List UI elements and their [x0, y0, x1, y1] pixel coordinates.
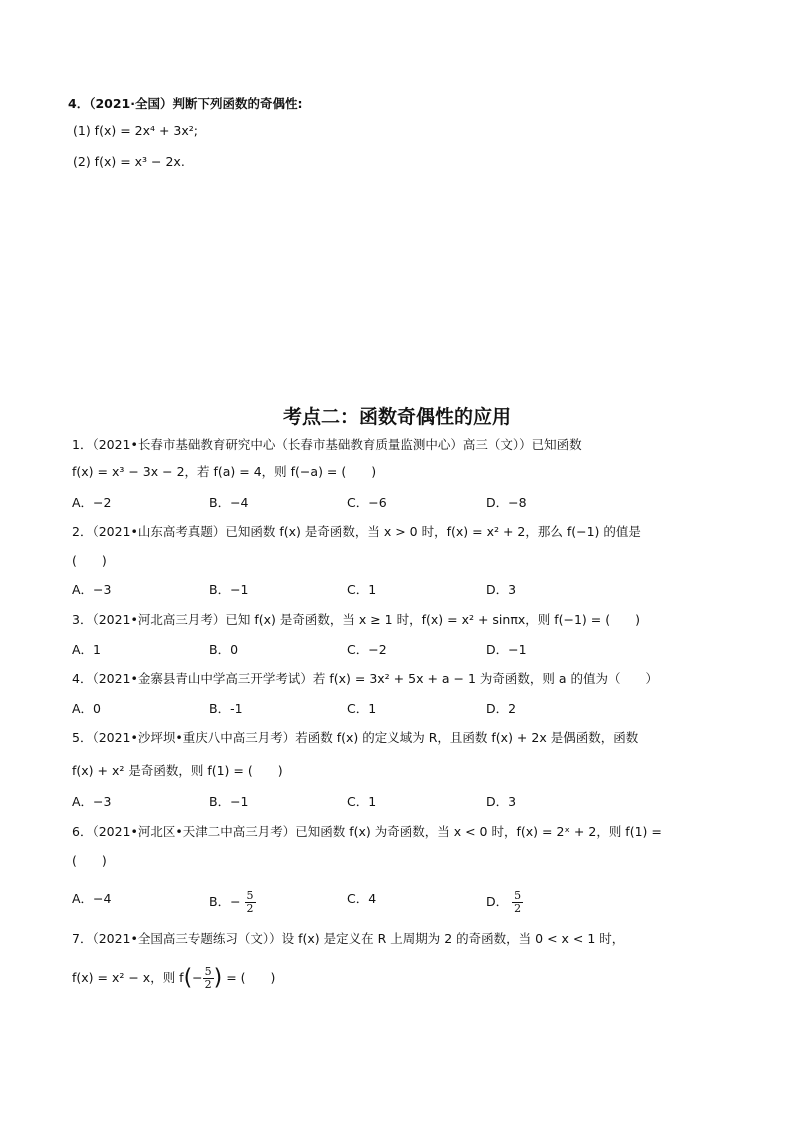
q4-line1: 4．（2021•金寨县青山中学高三开学考试）若 f(x) = 3x² + 5x + a − 1 为奇函数，则 a 的值为（ ） [72, 671, 658, 686]
q7-paren-open: ( [183, 965, 193, 991]
fraction-denominator: 2 [204, 978, 212, 991]
q1-line2: f(x) = x³ − 3x − 2，若 f(a) = 4，则 f(−a) = ( ) [72, 464, 377, 479]
q6-option-c: C．4 [347, 891, 377, 906]
q4-top-header: 4．（2021·全国）判断下列函数的奇偶性: [68, 96, 303, 111]
fraction-numerator: 5 [204, 965, 212, 978]
q6-line1: 6．（2021•河北区•天津二中高三月考）已知函数 f(x) 为奇函数，当 x < 0 时，f(x) = 2ˣ + 2，则 f(1) = [72, 824, 662, 839]
q5-option-d: D．3 [486, 794, 517, 809]
q3-option-c: C．−2 [347, 642, 387, 657]
q4-option-c: C．1 [347, 701, 377, 716]
q7-fraction [203, 966, 214, 991]
q1-line1: 1．（2021•长春市基础教育研究中心（长春市基础教育质量监测中心）高三（文））已知函数 [72, 437, 582, 452]
q2-option-c: C．1 [347, 582, 377, 597]
fraction-numerator: 5 [514, 889, 522, 902]
q1-option-c: C．−6 [347, 495, 387, 510]
section-title: 考点二：函数奇偶性的应用 [282, 406, 511, 428]
q4-top-part2: (2) f(x) = x³ − 2x. [73, 154, 185, 169]
q6-option-a: A．−4 [72, 891, 112, 906]
q7-line2-start: f(x) = x² − x，则 f [72, 970, 184, 985]
q7-paren-close: ) [213, 965, 223, 991]
q2-option-d: D．3 [486, 582, 517, 597]
q6-option-d-label: D． [486, 894, 509, 909]
q1-option-d: D．−8 [486, 495, 527, 510]
q5-option-c: C．1 [347, 794, 377, 809]
q7-line2 [72, 966, 275, 991]
q2-line2: ( ) [72, 553, 107, 568]
q6-option-d-fraction [512, 890, 523, 915]
q3-line1: 3．（2021•河北高三月考）已知 f(x) 是奇函数，当 x ≥ 1 时，f(x) = x² + sinπx，则 f(−1) = ( ) [72, 612, 640, 627]
q4-option-b: B．-1 [209, 701, 243, 716]
q3-option-b: B．0 [209, 642, 239, 657]
q7-paren-minus: − [192, 970, 203, 985]
q2-option-a: A．−3 [72, 582, 112, 597]
q6-option-b [209, 890, 256, 915]
q7-line2-end: = ( ) [226, 970, 276, 985]
q1-option-a: A．−2 [72, 495, 112, 510]
q7-line1: 7．（2021•全国高三专题练习（文））设 f(x) 是定义在 R 上周期为 2 的奇函数，当 0 < x < 1 时， [72, 931, 625, 946]
q5-line1: 5．（2021•沙坪坝•重庆八中高三月考）若函数 f(x) 的定义域为 R，且函数 f(x) + 2x 是偶函数，函数 [72, 730, 639, 745]
q5-option-a: A．−3 [72, 794, 112, 809]
q6-option-d [486, 890, 523, 915]
q4-option-d: D．2 [486, 701, 517, 716]
fraction-numerator: 5 [246, 889, 254, 902]
q6-option-b-fraction [245, 890, 256, 915]
fraction-denominator: 2 [514, 902, 522, 915]
q2-option-b: B．−1 [209, 582, 249, 597]
q5-option-b: B．−1 [209, 794, 249, 809]
q5-line2: f(x) + x² 是奇函数，则 f(1) = ( ) [72, 763, 283, 778]
q2-line1: 2．（2021•山东高考真题）已知函数 f(x) 是奇函数，当 x > 0 时，f(x) = x² + 2，那么 f(−1) 的值是 [72, 524, 641, 539]
q3-option-d: D．−1 [486, 642, 527, 657]
q4-top-part1: (1) f(x) = 2x⁴ + 3x²; [73, 123, 199, 138]
q4-option-a: A．0 [72, 701, 102, 716]
q6-line2: ( ) [72, 853, 107, 868]
q6-option-b-label: B．− [209, 894, 241, 909]
q1-option-b: B．−4 [209, 495, 249, 510]
fraction-denominator: 2 [246, 902, 254, 915]
q3-option-a: A．1 [72, 642, 102, 657]
